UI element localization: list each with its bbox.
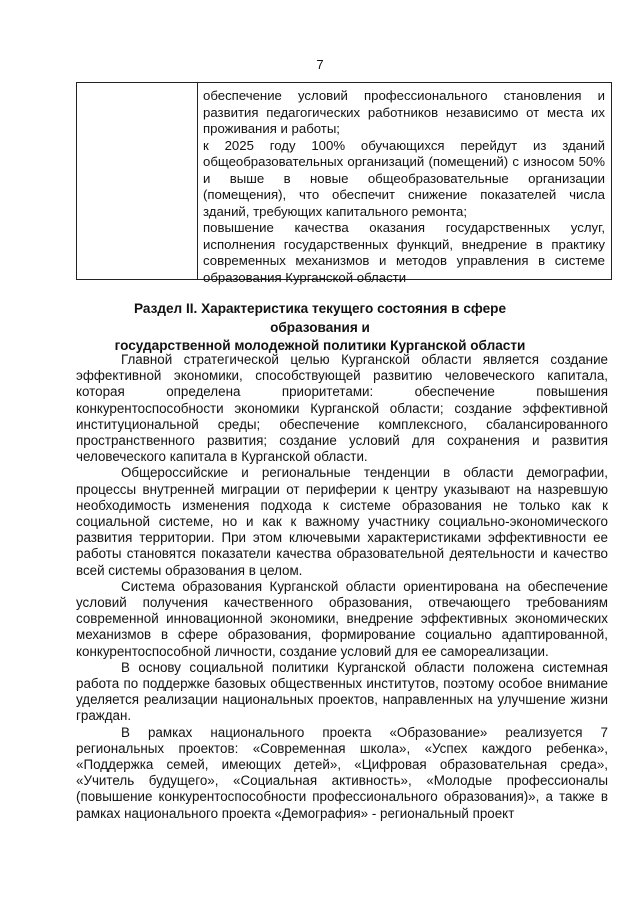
table-left-cell — [77, 83, 198, 279]
paragraph: Главной стратегической целью Курганской области является создание эффективной экономики, способствующей развитию человеческого капитала, которая определена приоритетами: обеспечение повышения конкурентоспособности экономики Курганской области; создание эффективной институциональной среды; обеспечение комплексного, сбалансированного пространственного развития; создание условий для сохранения и развития человеческого капитала в Курганской области. — [76, 352, 608, 465]
section-title — [90, 300, 550, 356]
body-text — [76, 352, 608, 822]
section-title-line: Раздел II. Характеристика текущего состояния в сфере образования и — [133, 301, 507, 335]
paragraph: В рамках национального проекта «Образование» реализуется 7 региональных проектов: «Современная школа», «Успех каждого ребенка», «Поддержка семей, имеющих детей», «Цифровая образовательная среда», «Учитель будущего», «Социальная активность», «Молодые профессионалы (повышение конкурентоспособности профессионального образования)», а также в рамках национального проекта «Демография» - региональный проект — [76, 724, 608, 821]
table-item: повышение качества оказания государственных услуг, исполнения государственных функций, внедрение в практику современных механизмов и методов управления в системе образования Курганской области — [203, 220, 605, 285]
paragraph: Система образования Курганской области ориентирована на обеспечение условий получения качественного образования, отвечающего требованиям современной инновационной экономики, внедрение эффективных экономических механизмов в сфере образования, формирование социально адаптированной, конкурентоспособной личности, создание условий для ее самореализации. — [76, 578, 608, 659]
table-item: обеспечение условий профессионального становления и развития педагогических работников независимо от места их проживания и работы; — [203, 88, 605, 136]
goals-table — [76, 82, 612, 285]
table-item: к 2025 году 100% обучающихся перейдут из зданий общеобразовательных организаций (помещений) с износом 50% и выше в новые общеобразовательные организации (помещения), что обеспечит снижение показателей числа зданий, требующих капитального ремонта; — [203, 137, 605, 219]
table-right-cell — [198, 83, 611, 285]
paragraph: В основу социальной политики Курганской области положена системная работа по поддержке базовых общественных институтов, поэтому особое внимание уделяется реализации национальных проектов, направленных на улучшение жизни граждан. — [76, 659, 608, 724]
paragraph: Общероссийские и региональные тенденции в области демографии, процессы внутренней миграции от периферии к центру указывают на назревшую необходимость изменения подхода к системе образования не только как к социальной системе, но и как к важному участнику социально-экономического развития территории. При этом ключевыми характеристиками эффективности ее работы становятся показатели качества образовательной деятельности и качество всей системы образования в целом. — [76, 465, 608, 578]
section-title-line: государственной молодежной политики Курганской области — [114, 338, 526, 353]
page-number: 7 — [316, 57, 324, 72]
